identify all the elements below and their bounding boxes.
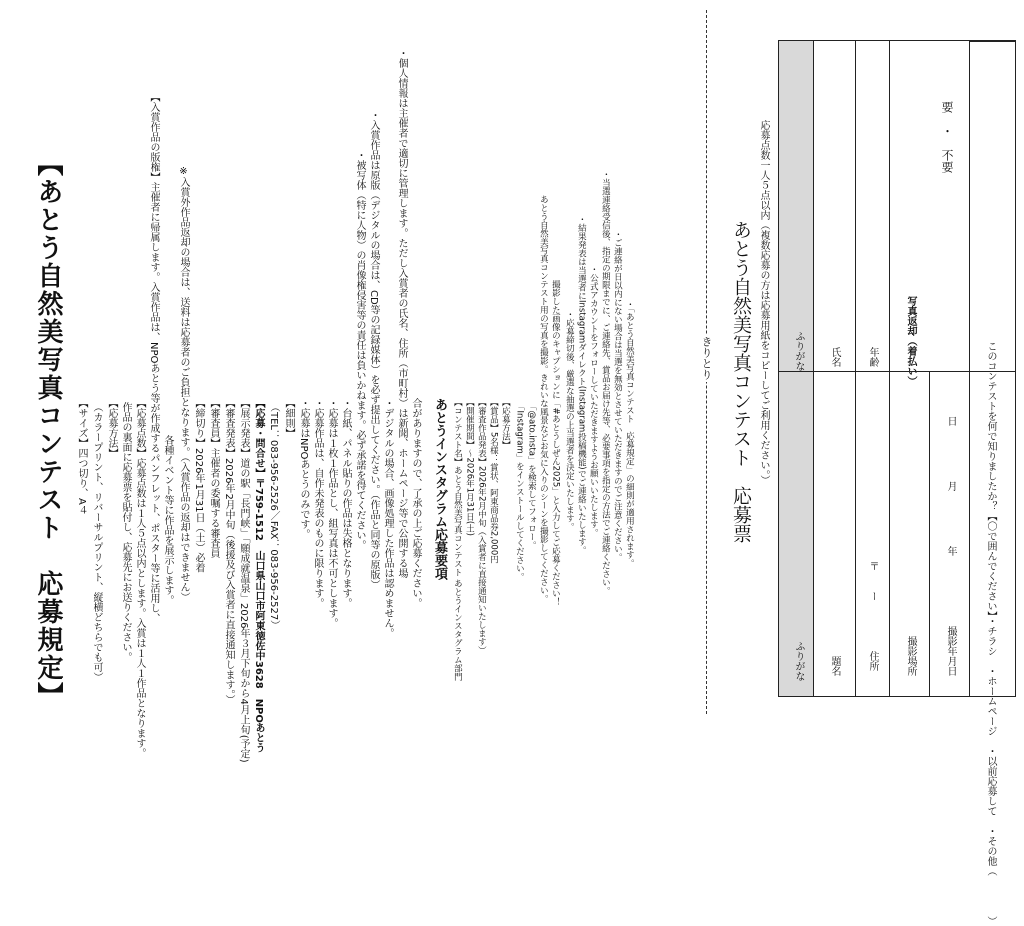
yoh-option[interactable]: 要 ・ 不要 — [940, 101, 954, 173]
insta-line: ・当選連絡受信後、指定の期限までに、ご連絡先、賞品お届け先等、必要事項を指定の方法でご連絡ください。 — [600, 170, 611, 595]
size-line: 【サイズ】四つ切り、A４ — [76, 398, 87, 515]
rules-main-title: 【あとう自然美写真コンテスト 応募規定】 — [33, 150, 63, 710]
shimei-cell[interactable] — [813, 41, 855, 371]
detail-line: ・入賞作品は原版（デジタルの場合は、CD等の記録媒体）を必ず提出してください。（作品と同等の原版） — [368, 110, 379, 590]
dai-cell[interactable] — [813, 371, 855, 696]
method-body: 作品の裏面に応募票を貼付し、応募先にお送りください。 — [120, 402, 131, 662]
return-note: ※入賞外作品返却の場合は、送料は応募者のご負担となります。（入賞作品の返却はできません） — [178, 166, 189, 602]
contact-head: 【応募・問合せ】〒759-1512 山口県山口市阿東徳佐中3628 NPOあとう — [253, 398, 264, 753]
announce: 【審査発表】2026年2月中旬（後援及び入賞者に直接通知します。） — [223, 398, 234, 705]
exhibit: 【展示発表】道の駅「長門峡」「願成就温泉」2026年３月下旬から4月上旬(予定) — [238, 398, 249, 763]
contact-tel: （TEL：083-956-2526／FAX：083-956-2527） — [268, 402, 279, 631]
insta-line: ・公式アカウントをフォローしていただきますようお願いいたします。 — [588, 265, 599, 537]
detail-line: ・応募は１枚１作品とし、組写真は不可とします。 — [326, 398, 337, 628]
insta-line: 撮影した画像のキャプションに「#あとうしぜん2025」と入力してご応募ください！ — [550, 280, 561, 607]
detail-line: ・台紙、パネル貼りの作品は失格となります。 — [340, 398, 351, 608]
detail-line: 合がありますので、了承の上ご応募ください。 — [410, 398, 421, 608]
henkyaku-label: 写真返却（着払い） — [905, 296, 916, 386]
insta-line: 【賞品】5名様：賞状、阿東商品券2,000円 — [488, 398, 499, 564]
insta-line: ・ご連絡が日以内にない場合は当選を無効とさせていただきますのでご注意ください。 — [612, 230, 623, 562]
furigana2-label: ふりがな — [793, 331, 804, 371]
insta-line: 「Instagram」をインストールしてください。 — [514, 402, 525, 582]
shimei-label: 氏名 — [829, 347, 840, 367]
insta-line: あとう自然美写真コンテスト用の写真を撮影。きれいな風景などお気に入りのシーンを撮影してください。 — [538, 195, 549, 603]
detail-line: ・応募作品は、自作未発表のものに限ります。 — [312, 398, 323, 608]
detail-line: ・デジタルの場合、画像処理した作品は認めません。 — [382, 398, 393, 638]
detail-head: 【細則】 — [283, 398, 294, 438]
deadline: 【締切り】2026年1月31日（土）必着 — [193, 398, 204, 573]
basho-label: 撮影場所 — [905, 636, 916, 676]
date-day: 日 — [945, 416, 956, 426]
award-line2: 各種イベント等に作品を展示します。 — [162, 435, 173, 605]
date-month: 月 — [945, 481, 956, 491]
date-label: 撮影年月日 — [945, 626, 956, 676]
nenrei-label: 年齢 — [867, 347, 878, 367]
entry-limit: 応募点数一人５点以内（複数応募の方は応募用紙をコピーしてご利用ください。） — [758, 120, 769, 485]
insta-line: ・結果発表は当選者にInstagramダイレクト(Instagram投稿機能)でご連絡いたします。 — [576, 215, 587, 555]
detail-line: ・応募はNPOあとうのみです。 — [298, 398, 309, 540]
entry-title: あとう自然美写真コンテスト 応募票 — [730, 220, 752, 543]
date-year: 年 — [945, 546, 956, 556]
detail-line: ・被写体（特に人物）の肖像権侵害等の責任は負いかねます。必ず承諾を得てください。 — [354, 150, 365, 550]
insta-title: あとうインスタグラム応募要項 — [432, 398, 447, 580]
insta-line: ・応募締切後、厳選な抽選の上当選者を決定いたします。 — [564, 310, 575, 531]
method-head: 【応募方法】 — [106, 398, 117, 458]
dai-label: 題名 — [829, 656, 840, 676]
insta-line: ・「あとう自然美写真コンテスト 応募規定」の細則が適用されます。 — [624, 300, 635, 568]
award-line1: 【入賞作品の版権】主催者に帰属します。入賞作品は、NPOあとう等が作成するパンフレット、ポスター等に活用し、 — [148, 92, 159, 624]
size-sub: （カラープリント、リバーサルプリント、縦横どちらでも可） — [91, 402, 102, 682]
zip-field[interactable]: 〒 ー — [867, 561, 878, 601]
source-question: このコンテストを何で知りましたか？【〇で囲んでください】・チラシ ・ホームページ ・以前応募して ・その他（ ） — [985, 341, 996, 926]
insta-line: 【コンテスト名】あとう自然美写真コンテスト あとうインスタグラム部門 — [452, 398, 463, 682]
jusho-cell[interactable] — [855, 371, 889, 696]
furigana-label: ふりがな — [793, 641, 804, 681]
cut-label: きりとり — [700, 336, 713, 380]
insta-line: 【開催期間】～2026年1月31日(土) — [464, 398, 475, 536]
entry-form — [778, 40, 1016, 926]
insta-line: 【応募方法】 — [500, 398, 511, 449]
count-line: 【応募点数】応募点数は１人５点以内とします。入賞は１人１作品となります。 — [134, 398, 145, 758]
jusho-label: 住所 — [867, 651, 878, 671]
judge: 【審査員】主催者の委嘱する審査員 — [208, 398, 219, 558]
detail-line: ・個人情報は主催者で適切に管理します。ただし入賞者の氏名、住所（市町村）は新聞、ホームページ等で公開する場 — [396, 48, 407, 578]
nenrei-cell[interactable] — [855, 41, 889, 371]
insta-line: 「@ato.insta」を検索してフォロー。 — [526, 402, 537, 550]
insta-line: 【審査作品発表】2026年2月中旬（入賞者に直接通知いたします） — [476, 398, 487, 655]
